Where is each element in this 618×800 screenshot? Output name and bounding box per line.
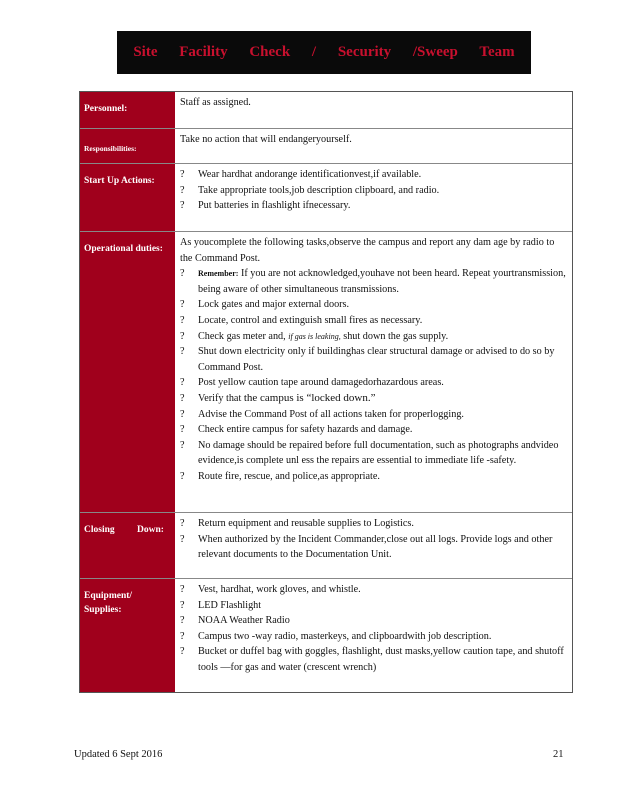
row-content — [175, 513, 572, 578]
list-item: ? Route fire, rescue, and police,as appropriate. — [180, 469, 566, 485]
bullet-icon: ? — [180, 630, 185, 642]
list-item: ? Wear hardhat andorange identificationvest,if available. — [180, 167, 566, 183]
row-content: Staff as assigned. — [180, 97, 251, 108]
bullet-icon: ? — [180, 599, 185, 611]
list-item: ? When authorized by the Incident Commander,close out all logs. Provide logs and other relevant documents to the Documentation Unit. — [180, 532, 566, 563]
row-label: Responsibilities: — [80, 129, 175, 163]
page-number: 21 — [553, 749, 564, 760]
row-label: Operational duties: — [80, 232, 175, 512]
list-item: ? Remember: If you are not acknowledged,youhave not been heard. Repeat yourtransmission, being aware of other simultaneous transmissions. — [180, 266, 566, 297]
row-personnel — [80, 92, 572, 129]
bullet-icon: ? — [180, 470, 185, 482]
bullet-icon: ? — [180, 346, 185, 358]
page-title: Site Facility Check / Security /Sweep Team — [133, 44, 515, 60]
footer-updated: Updated 6 Sept 2016 — [74, 749, 163, 760]
list-item: ? Take appropriate tools,job description clipboard, and radio. — [180, 183, 566, 199]
bullet-icon: ? — [180, 200, 185, 212]
row-equipment — [80, 579, 572, 692]
bullet-icon: ? — [180, 314, 185, 326]
list-item: ? Check entire campus for safety hazards and damage. — [180, 422, 566, 438]
bullet-icon: ? — [180, 646, 185, 658]
row-content: Take no action that will endangeryourself. — [180, 134, 352, 145]
list-item: ? No damage should be repaired before full documentation, such as photographs andvideo evidence,is complete unl ess the repairs are essential to immediate life -safety. — [180, 438, 566, 469]
bullet-icon: ? — [180, 518, 185, 529]
list-item: ? Advise the Command Post of all actions taken for properlogging. — [180, 407, 566, 423]
bullet-icon: ? — [180, 584, 185, 595]
title-bar — [117, 31, 531, 74]
operational-intro: As youcomplete the following tasks,observe the campus and report any dam age by radio to the Command Post. — [180, 237, 555, 264]
list-item: ? Verify that the campus is “locked down.” — [180, 391, 566, 407]
list-item: ? NOAA Weather Radio — [180, 613, 566, 629]
list-item: ? Check gas meter and, if gas is leaking, shut down the gas supply. — [180, 329, 566, 345]
bullet-icon: ? — [180, 184, 185, 196]
bullet-icon: ? — [180, 392, 185, 404]
row-label: Closing Down: — [80, 513, 175, 578]
row-label: Equipment/ Supplies: — [80, 579, 175, 692]
list-item: ? Put batteries in flashlight ifnecessary. — [180, 198, 566, 214]
list-item: ? Locate, control and extinguish small fires as necessary. — [180, 313, 566, 329]
bullet-icon: ? — [180, 268, 185, 280]
bullet-icon: ? — [180, 424, 185, 436]
row-label: Start Up Actions: — [80, 164, 175, 231]
bullet-icon: ? — [180, 377, 185, 389]
bullet-icon: ? — [180, 299, 185, 311]
row-content — [175, 164, 572, 231]
list-item: ? Vest, hardhat, work gloves, and whistle. — [180, 582, 566, 598]
bullet-icon: ? — [180, 533, 185, 545]
remember-label: Remember: — [198, 269, 239, 279]
bullet-icon: ? — [180, 439, 185, 451]
bullet-icon: ? — [180, 330, 185, 342]
bullet-icon: ? — [180, 169, 185, 180]
duties-table — [79, 91, 573, 693]
bullet-icon: ? — [180, 408, 185, 420]
list-item: ? Return equipment and reusable supplies to Logistics. — [180, 516, 566, 532]
list-item: ? Lock gates and major external doors. — [180, 297, 566, 313]
list-item: ? Campus two -way radio, masterkeys, and clipboardwith job description. — [180, 629, 566, 645]
bullet-icon: ? — [180, 615, 185, 627]
row-content — [175, 232, 572, 512]
row-operational — [80, 232, 572, 513]
row-label: Personnel: — [80, 92, 175, 128]
list-item: ? Post yellow caution tape around damagedorhazardous areas. — [180, 375, 566, 391]
row-responsibilities — [80, 129, 572, 164]
row-closing — [80, 513, 572, 579]
list-item: ? Bucket or duffel bag with goggles, flashlight, dust masks,yellow caution tape, and shutoff tools —for gas and water (crescent wrench) — [180, 644, 566, 675]
list-item: ? LED Flashlight — [180, 598, 566, 614]
list-item: ? Shut down electricity only if buildinghas clear structural damage or advised to do so by Command Post. — [180, 344, 566, 375]
row-content — [175, 579, 572, 692]
row-startup — [80, 164, 572, 232]
